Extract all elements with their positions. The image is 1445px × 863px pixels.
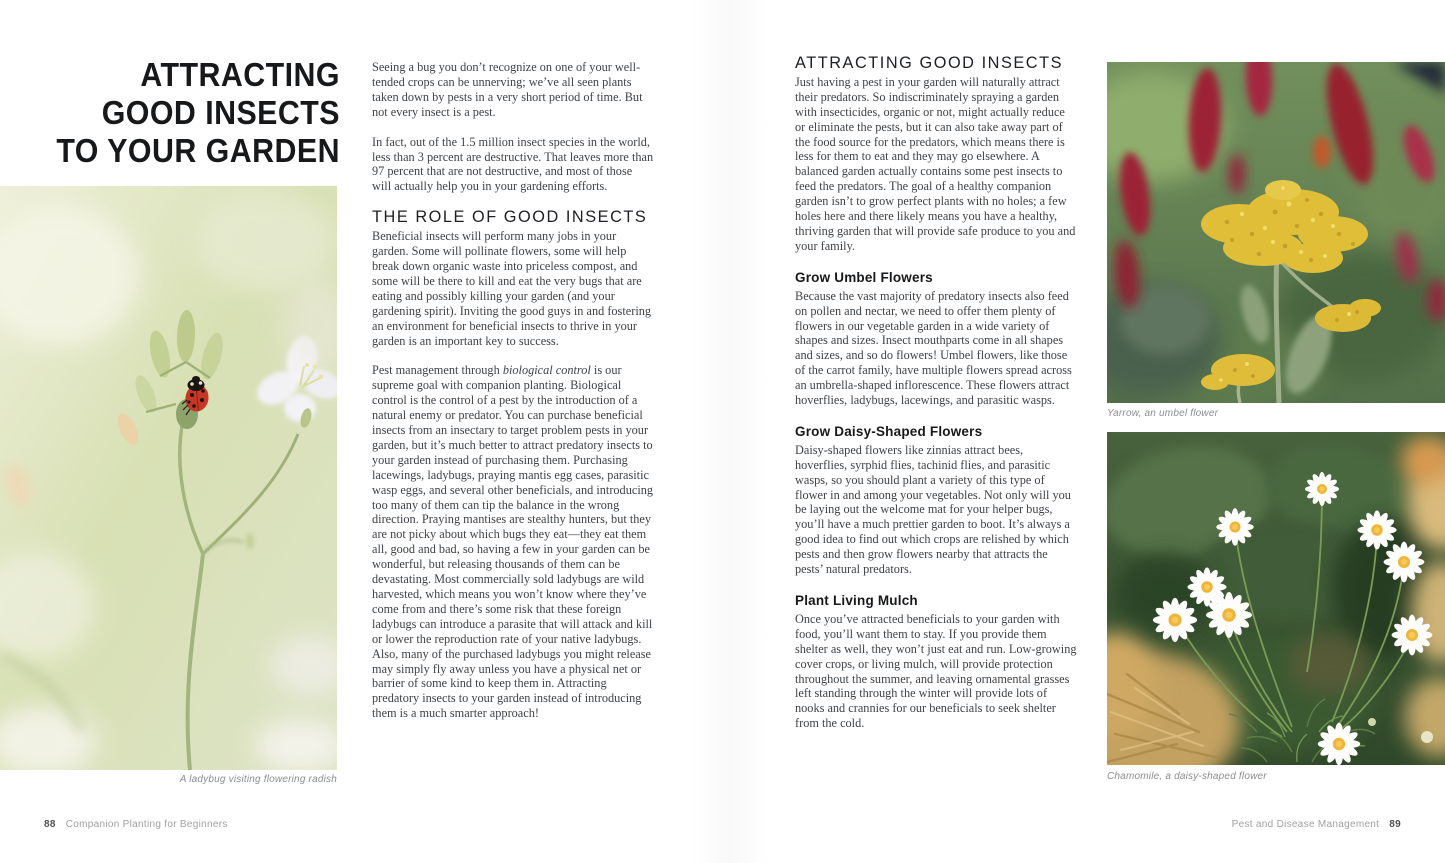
attracting-paragraph: Just having a pest in your garden will naturally attract their predators. So indiscriminately spraying a garden with insecticides, organic or not, might actually reduce or eliminate the pests, but it can also take away part of the food source for the predators, which means there is less for them to eat and they may go elsewhere. A balanced garden actually contains some pest insects to feed the predators. The goal of a healthy companion garden isn’t to grow perfect plants with no holes; a few holes here and there likely means you have a healthy, thriving garden that will provide safe produce to you and your family. [795, 74, 1076, 253]
section-heading-role-of-good-insects: THE ROLE OF GOOD INSECTS [372, 207, 648, 227]
subheading-grow-umbel-flowers: Grow Umbel Flowers [795, 269, 933, 285]
ladybug-photo-caption: A ladybug visiting flowering radish [179, 774, 337, 785]
page-gutter [690, 0, 770, 863]
umbel-paragraph: Because the vast majority of predatory insects also feed on pollen and nectar, we need to offer them plenty of flowers in our vegetable garden in a wide variety of shapes and sizes. Insect mouthparts come in all shapes and sizes, and so do flowers! Umbel flowers, like those of the carrot family, have multiple flowers spread across an umbrella-shaped inflorescence. These flowers attract hoverflies, ladybugs, lacewings, and parasitic wasps. [795, 288, 1072, 408]
chapter-title-line-1: ATTRACTING [140, 56, 340, 93]
biological-control-paragraph [372, 363, 654, 721]
bio-paragraph-after: is our supreme goal with companion planting. Biological control is the control of a pest by the introduction of a natural enemy or predator. You can purchase beneficial insects from an insectary to target problem pests in your garden, but it’s much better to attract predatory insects to your garden instead of purchasing them. Purchasing lacewings, ladybugs, praying mantis egg cases, parasitic wasp eggs, and several other beneficials, and introducing too many of them can tip the balance in the wrong direction. Praying mantises are stealthy hunters, but they are not picky about which bugs they eat—they eat them all, good and bad, so having a few in your garden can be wonderful, but releasing thousands of them can be devastating. Most commercially sold ladybugs are wild harvested, which means you won’t know where they’ve come from and there’s some risk that these foreign ladybugs can introduce a parasite that will attack and kill or lower the reproduction rate of your native ladybugs. Also, many of the purchased ladybugs you might release may simply fly away unless you have a physical net or barrier of some kind to keep them in. Attracting predatory insects to your garden instead of introducing them is a much smarter approach! [372, 363, 654, 721]
chapter-title [53, 56, 340, 170]
right-text-column [795, 53, 1077, 746]
yarrow-photo [1107, 62, 1445, 403]
left-page-footer [44, 819, 228, 830]
intro-paragraph-1: Seeing a bug you don’t recognize on one of your well-tended crops can be unnerving; we’ve all seen plants taken down by pests in a very short period of time. But not every insect is a pest. [372, 60, 643, 119]
right-page-footer [1232, 819, 1401, 830]
role-paragraph: Beneficial insects will perform many jobs in your garden. Some will pollinate flowers, some will help break down organic waste into priceless compost, and some will be there to kill and eat the very bugs that are eating and possibly killing your garden (and your gardening spirit). Inviting the good guys in and fostering an environment for beneficial insects to thrive in your garden is an important key to success. [372, 229, 652, 348]
intro-paragraph-2: In fact, out of the 1.5 million insect species in the world, less than 3 percent are destructive. That leaves more than 97 percent that are not destructive, and most of those will actually help you in your gardening efforts. [372, 134, 654, 194]
ladybug-photo [0, 186, 337, 770]
subheading-plant-living-mulch: Plant Living Mulch [795, 593, 918, 608]
section-heading-attracting-good-insects: ATTRACTING GOOD INSECTS [795, 53, 1064, 72]
bio-paragraph-before: Pest management through [372, 363, 503, 378]
chapter-footer-title: Pest and Disease Management [1231, 819, 1380, 830]
left-page-number: 88 [44, 819, 56, 830]
mulch-paragraph: Once you’ve attracted beneficials to your garden with food, you’ll want them to stay. If you provide them shelter as well, they won’t just eat and run. Low-growing cover crops, or living mulch, will provide protection throughout the summer, and leaving ornamental grasses left standing through the winter will provide lots of nooks and crannies for our beneficials to seek shelter from the cold. [795, 611, 1077, 731]
chamomile-photo [1107, 432, 1445, 765]
chapter-title-line-2: GOOD INSECTS [101, 94, 340, 131]
left-text-column [372, 60, 654, 736]
chapter-title-line-3: TO YOUR GARDEN [56, 132, 341, 169]
daisy-paragraph: Daisy-shaped flowers like zinnias attract bees, hoverflies, syrphid flies, tachinid flies, and parasitic wasps, so you should plant a variety of this type of flower in and among your vegetables. Not only will you be laying out the welcome mat for your helper bugs, you’ll have a much prettier garden to boot. It’s always a good idea to find out which crops are relished by which pests and then grow flowers nearby that attracts the pests’ natural predators. [795, 442, 1071, 577]
biological-control-term: biological control [502, 363, 591, 378]
book-title: Companion Planting for Beginners [65, 819, 228, 830]
subheading-grow-daisy-shaped-flowers: Grow Daisy-Shaped Flowers [795, 423, 983, 439]
yarrow-photo-caption: Yarrow, an umbel flower [1107, 408, 1219, 419]
right-page-number: 89 [1389, 819, 1401, 830]
chamomile-photo-caption: Chamomile, a daisy-shaped flower [1107, 771, 1267, 782]
